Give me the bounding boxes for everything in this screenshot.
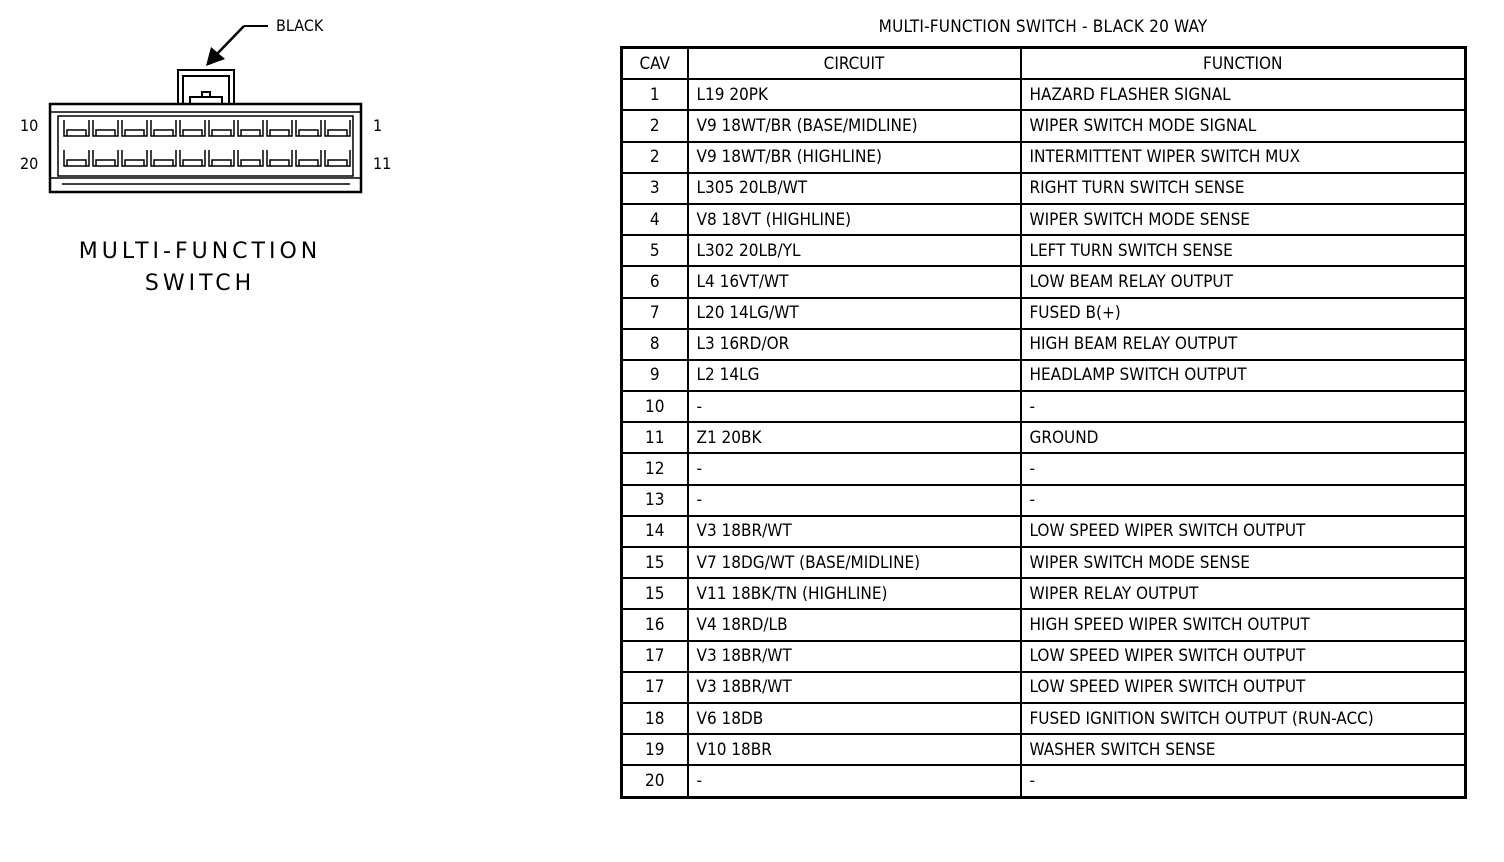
cavity-shape (180, 120, 205, 136)
color-label-arrow (206, 26, 268, 66)
function-cell: WIPER SWITCH MODE SIGNAL (1021, 110, 1466, 141)
cavity-shape (151, 150, 176, 166)
table-row (622, 734, 1466, 765)
circuit-cell: V7 18DG/WT (BASE/MIDLINE) (688, 547, 1021, 578)
cavity-shape (267, 120, 292, 136)
function-cell: FUSED B(+) (1021, 298, 1466, 329)
cavity-shape (122, 150, 147, 166)
cav-cell: 8 (622, 329, 688, 360)
circuit-cell: V9 18WT/BR (HIGHLINE) (688, 142, 1021, 173)
cav-cell: 1 (622, 79, 688, 110)
function-cell: LOW SPEED WIPER SWITCH OUTPUT (1021, 641, 1466, 672)
function-cell: LOW BEAM RELAY OUTPUT (1021, 266, 1466, 297)
pin-label-11: 11 (373, 154, 392, 173)
circuit-cell: L305 20LB/WT (688, 173, 1021, 204)
cavity-shape (238, 150, 263, 166)
pin-label-1: 1 (373, 116, 383, 135)
circuit-cell: L3 16RD/OR (688, 329, 1021, 360)
cavity-shape (64, 120, 89, 136)
circuit-cell: V3 18BR/WT (688, 516, 1021, 547)
circuit-cell: L302 20LB/YL (688, 235, 1021, 266)
cav-cell: 18 (622, 703, 688, 734)
cav-cell: 12 (622, 453, 688, 484)
function-cell: FUSED IGNITION SWITCH OUTPUT (RUN-ACC) (1021, 703, 1466, 734)
table-row (622, 173, 1466, 204)
function-cell: LEFT TURN SWITCH SENSE (1021, 235, 1466, 266)
function-cell: HAZARD FLASHER SIGNAL (1021, 79, 1466, 110)
cavity-shape (296, 150, 321, 166)
cav-cell: 7 (622, 298, 688, 329)
table-row (622, 453, 1466, 484)
circuit-cell: Z1 20BK (688, 422, 1021, 453)
circuit-cell: L19 20PK (688, 79, 1021, 110)
cav-cell: 9 (622, 360, 688, 391)
circuit-cell: L2 14LG (688, 360, 1021, 391)
function-cell: RIGHT TURN SWITCH SENSE (1021, 173, 1466, 204)
table-row (622, 79, 1466, 110)
table-row (622, 298, 1466, 329)
circuit-cell: L20 14LG/WT (688, 298, 1021, 329)
header-circuit: CIRCUIT (688, 48, 1021, 80)
table-row (622, 360, 1466, 391)
cav-cell: 19 (622, 734, 688, 765)
cavity-shape (93, 120, 118, 136)
pin-label-10: 10 (20, 116, 39, 135)
table-row (622, 391, 1466, 422)
circuit-cell: - (688, 485, 1021, 516)
function-cell: WASHER SWITCH SENSE (1021, 734, 1466, 765)
cavity-group (64, 120, 350, 166)
table-row (622, 765, 1466, 797)
table-row (622, 672, 1466, 703)
cavity-shape (296, 120, 321, 136)
cavity-shape (209, 150, 234, 166)
cav-cell: 14 (622, 516, 688, 547)
header-function: FUNCTION (1021, 48, 1466, 80)
function-cell: - (1021, 453, 1466, 484)
cav-cell: 5 (622, 235, 688, 266)
table-row (622, 609, 1466, 640)
table-row (622, 703, 1466, 734)
function-cell: LOW SPEED WIPER SWITCH OUTPUT (1021, 672, 1466, 703)
color-label: BLACK (276, 16, 324, 35)
circuit-cell: V11 18BK/TN (HIGHLINE) (688, 578, 1021, 609)
cav-cell: 16 (622, 609, 688, 640)
cavity-shape (93, 150, 118, 166)
cav-cell: 15 (622, 547, 688, 578)
circuit-cell: V8 18VT (HIGHLINE) (688, 204, 1021, 235)
circuit-cell: L4 16VT/WT (688, 266, 1021, 297)
function-cell: WIPER RELAY OUTPUT (1021, 578, 1466, 609)
table-row (622, 204, 1466, 235)
table-row (622, 578, 1466, 609)
circuit-cell: V10 18BR (688, 734, 1021, 765)
table-row (622, 641, 1466, 672)
function-cell: LOW SPEED WIPER SWITCH OUTPUT (1021, 516, 1466, 547)
table-title: MULTI-FUNCTION SWITCH - BLACK 20 WAY (878, 17, 1208, 37)
function-cell: GROUND (1021, 422, 1466, 453)
connector-caption-line2: SWITCH (144, 271, 256, 296)
table-row (622, 422, 1466, 453)
cavity-shape (180, 150, 205, 166)
circuit-cell: - (688, 453, 1021, 484)
cavity-shape (267, 150, 292, 166)
function-cell: WIPER SWITCH MODE SENSE (1021, 547, 1466, 578)
cav-cell: 3 (622, 173, 688, 204)
cav-cell: 15 (622, 578, 688, 609)
cav-cell: 2 (622, 110, 688, 141)
cavity-shape (122, 120, 147, 136)
table-row (622, 516, 1466, 547)
function-cell: WIPER SWITCH MODE SENSE (1021, 204, 1466, 235)
connector-body (50, 104, 361, 192)
cav-cell: 13 (622, 485, 688, 516)
cavity-shape (325, 120, 350, 136)
cav-cell: 20 (622, 765, 688, 797)
cavity-shape (325, 150, 350, 166)
table-row (622, 142, 1466, 173)
cav-cell: 10 (622, 391, 688, 422)
cavity-shape (64, 150, 89, 166)
pin-table (620, 46, 1467, 799)
table-row (622, 485, 1466, 516)
circuit-cell: - (688, 391, 1021, 422)
function-cell: HIGH SPEED WIPER SWITCH OUTPUT (1021, 609, 1466, 640)
table-row (622, 547, 1466, 578)
function-cell: - (1021, 765, 1466, 797)
pin-table-body (622, 79, 1466, 797)
function-cell: HEADLAMP SWITCH OUTPUT (1021, 360, 1466, 391)
cavity-shape (151, 120, 176, 136)
function-cell: HIGH BEAM RELAY OUTPUT (1021, 329, 1466, 360)
cav-cell: 17 (622, 641, 688, 672)
cav-cell: 4 (622, 204, 688, 235)
table-row (622, 110, 1466, 141)
cav-cell: 6 (622, 266, 688, 297)
connector-latch (178, 70, 234, 104)
cav-cell: 11 (622, 422, 688, 453)
table-row (622, 266, 1466, 297)
cav-cell: 17 (622, 672, 688, 703)
header-cav: CAV (622, 48, 688, 80)
cavity-shape (238, 120, 263, 136)
cavity-shape (209, 120, 234, 136)
table-row (622, 235, 1466, 266)
table-row (622, 329, 1466, 360)
circuit-cell: - (688, 765, 1021, 797)
cav-cell: 2 (622, 142, 688, 173)
circuit-cell: V3 18BR/WT (688, 641, 1021, 672)
connector-caption-line1: MULTI-FUNCTION (78, 239, 322, 264)
circuit-cell: V9 18WT/BR (BASE/MIDLINE) (688, 110, 1021, 141)
pin-label-20: 20 (20, 154, 39, 173)
circuit-cell: V6 18DB (688, 703, 1021, 734)
circuit-cell: V3 18BR/WT (688, 672, 1021, 703)
function-cell: - (1021, 391, 1466, 422)
circuit-cell: V4 18RD/LB (688, 609, 1021, 640)
table-header-row (622, 48, 1466, 80)
connector-diagram (0, 0, 420, 220)
function-cell: - (1021, 485, 1466, 516)
function-cell: INTERMITTENT WIPER SWITCH MUX (1021, 142, 1466, 173)
